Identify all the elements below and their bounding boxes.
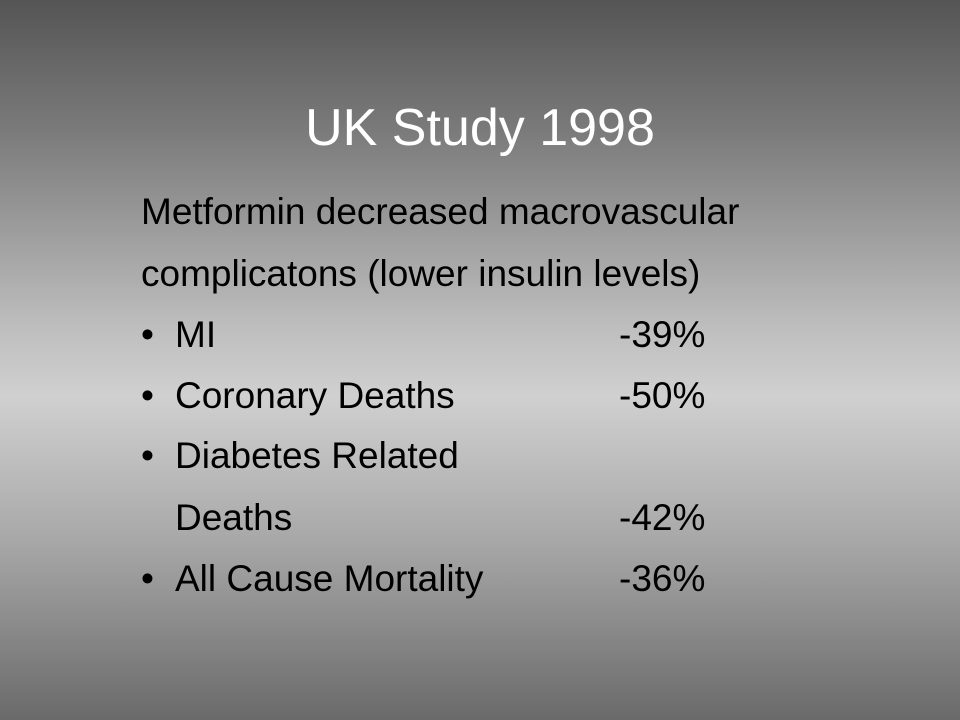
bullet-item-mi xyxy=(141,313,841,357)
bullet-value: -36% xyxy=(619,558,706,599)
bullet-value: -50% xyxy=(619,375,706,416)
bullet-item-all-cause-mortality xyxy=(141,557,841,601)
intro-line-1: Metformin decreased macrovascular xyxy=(141,191,740,232)
bullet-item-diabetes-related-deaths-continuation xyxy=(141,496,841,540)
bullet-label-continuation: Deaths xyxy=(175,497,293,538)
bullet-value: -42% xyxy=(619,497,706,538)
bullet-dot-icon: • xyxy=(141,375,154,416)
bullet-dot-icon: • xyxy=(141,314,154,355)
intro-line-2: complicatons (lower insulin levels) xyxy=(141,253,701,294)
bullet-label: Coronary Deaths xyxy=(175,375,455,416)
bullet-item-diabetes-related-deaths xyxy=(141,434,841,478)
bullet-dot-icon: • xyxy=(141,558,154,599)
bullet-dot-icon: • xyxy=(141,435,154,476)
slide-title: UK Study 1998 xyxy=(305,99,655,157)
bullet-item-coronary-deaths xyxy=(141,374,841,418)
bullet-label: Diabetes Related xyxy=(175,435,459,476)
bullet-label: MI xyxy=(175,314,217,355)
bullet-label: All Cause Mortality xyxy=(175,558,484,599)
bullet-value: -39% xyxy=(619,314,706,355)
